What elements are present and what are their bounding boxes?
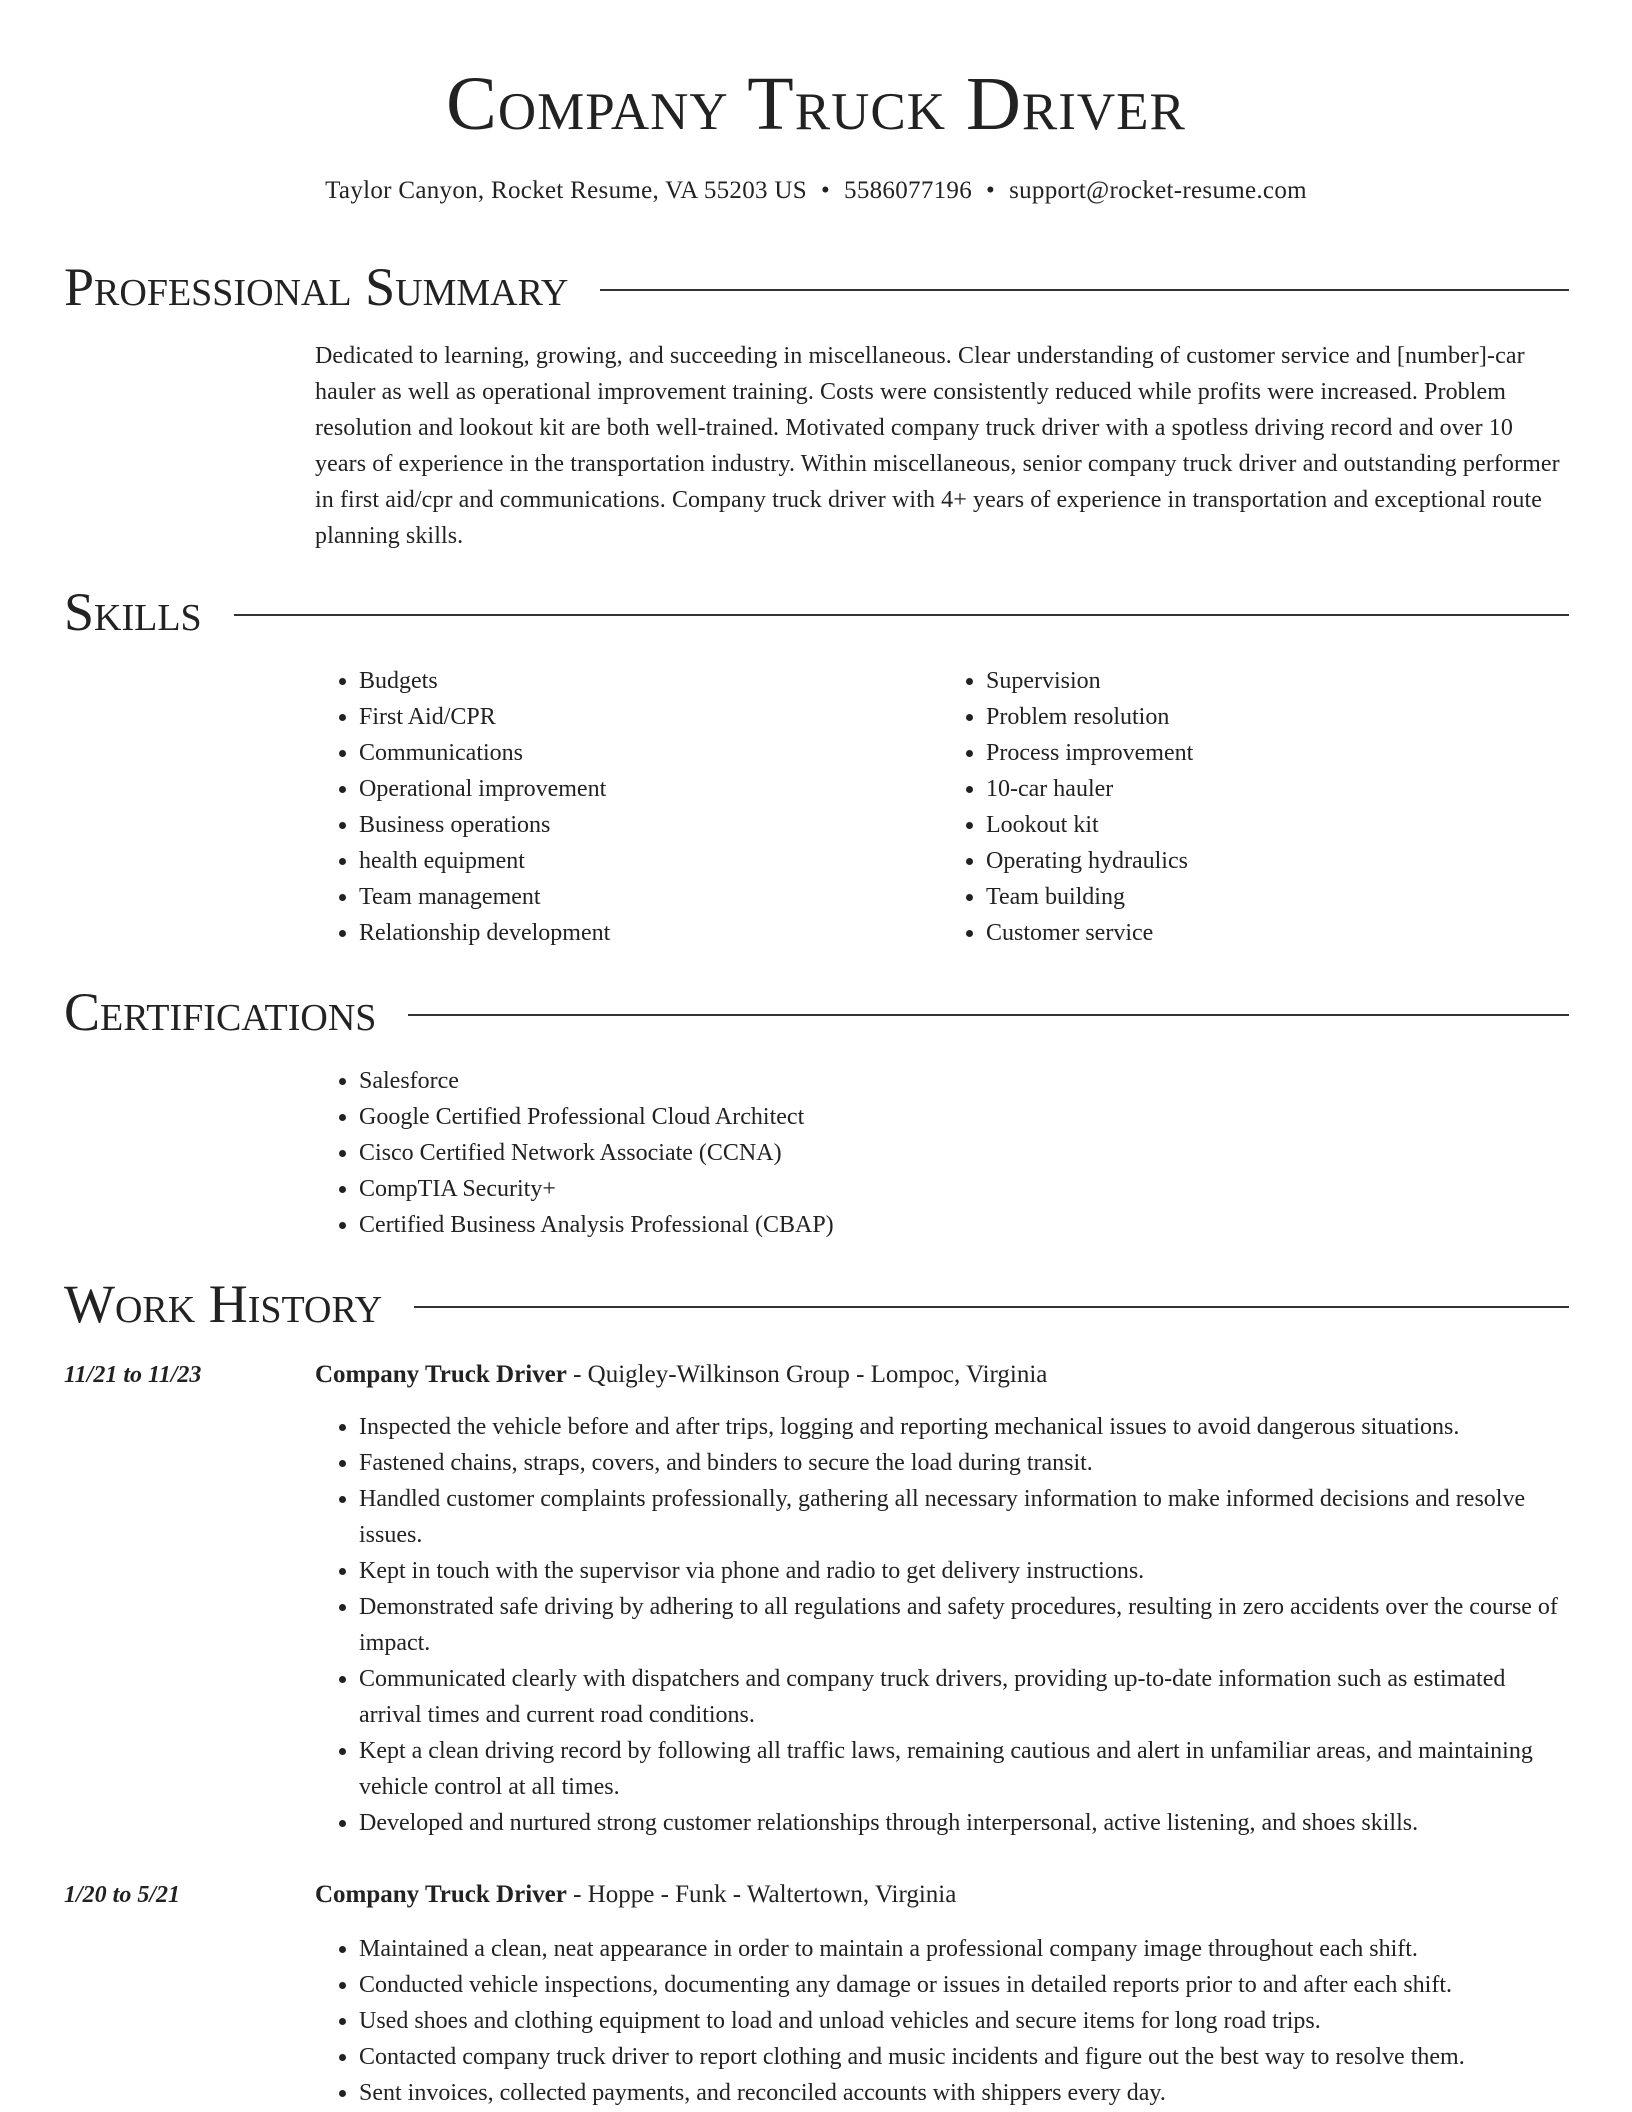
skill-item: • Communications bbox=[359, 735, 942, 771]
summary-text: Dedicated to learning, growing, and succeeding in miscellaneous. Clear understanding of customer service and [number]-car hauler as well as operational improvement training. Costs were consistently reduced while profits were increased. Problem resolution and lookout kit are both well-trained. Motivated company truck driver with a spotless driving record and over 10 years of experience in the transportation industry. Within miscellaneous, senior company truck driver and outstanding performer in first aid/cpr and communications. Company truck driver with 4+ years of experience in transportation and exceptional route planning skills. bbox=[315, 343, 1560, 549]
contact-address: Taylor Canyon, Rocket Resume, VA 55203 US bbox=[325, 177, 807, 204]
job-bullet-list bbox=[315, 1409, 1569, 1841]
contact-line bbox=[0, 174, 1632, 208]
job-bullet: • Conducted vehicle inspections, documenting any damage or issues in detailed reports prior to and after each shift. bbox=[359, 1967, 1569, 2003]
job-title-line bbox=[315, 1877, 1569, 1913]
job-details: - Hoppe - Funk - Waltertown, Virginia bbox=[566, 1881, 957, 1908]
job-bullet: • Handled customer complaints professionally, gathering all necessary information to make informed decisions and resolve issues. bbox=[359, 1481, 1569, 1553]
job-role: Company Truck Driver bbox=[315, 1881, 567, 1908]
job-details: - Quigley-Wilkinson Group - Lompoc, Virginia bbox=[566, 1361, 1048, 1388]
certification-item: • Cisco Certified Network Associate (CCNA) bbox=[359, 1135, 1569, 1171]
job-responsibilities bbox=[315, 1931, 1569, 2111]
job-bullet: • Demonstrated safe driving by adhering to all regulations and safety procedures, resulting in zero accidents over the course of impact. bbox=[359, 1589, 1569, 1661]
work-section-header bbox=[64, 1273, 1569, 1335]
skill-item: • First Aid/CPR bbox=[359, 699, 942, 735]
skill-item: • Problem resolution bbox=[986, 699, 1569, 735]
job-bullet: • Inspected the vehicle before and after trips, logging and reporting mechanical issues to avoid dangerous situations. bbox=[359, 1409, 1569, 1445]
skill-item: • Process improvement bbox=[986, 735, 1569, 771]
job-bullet: • Used shoes and clothing equipment to load and unload vehicles and secure items for long road trips. bbox=[359, 2003, 1569, 2039]
skill-item: • health equipment bbox=[359, 843, 942, 879]
job-bullet: • Kept a clean driving record by following all traffic laws, remaining cautious and alert in unfamiliar areas, and maintaining vehicle control at all times. bbox=[359, 1733, 1569, 1805]
contact-separator: • bbox=[820, 177, 831, 204]
job-bullet: • Maintained a clean, neat appearance in order to maintain a professional company image throughout each shift. bbox=[359, 1931, 1569, 1967]
section-divider bbox=[414, 1306, 1569, 1308]
summary-section-header bbox=[64, 256, 1569, 318]
section-divider bbox=[408, 1014, 1569, 1016]
job-bullet: • Developed and nurtured strong customer relationships through interpersonal, active listening, and shoes skills. bbox=[359, 1805, 1569, 1841]
certification-item: • Google Certified Professional Cloud Architect bbox=[359, 1099, 1569, 1135]
skill-item: • Lookout kit bbox=[986, 807, 1569, 843]
skills-section-header bbox=[64, 581, 1569, 643]
skills-list-left bbox=[315, 663, 942, 951]
summary-heading: Professional Summary bbox=[64, 257, 569, 317]
skill-item: • Relationship development bbox=[359, 915, 942, 951]
certification-item: • CompTIA Security+ bbox=[359, 1171, 1569, 1207]
job-bullet-list bbox=[315, 1931, 1569, 2111]
certifications-section-header bbox=[64, 981, 1569, 1043]
certifications-list bbox=[315, 1063, 1569, 1243]
job-bullet: • Communicated clearly with dispatchers and company truck drivers, providing up-to-date information such as estimated arrival times and current road conditions. bbox=[359, 1661, 1569, 1733]
job-dates: 1/20 to 5/21 bbox=[64, 1882, 181, 1908]
certification-item: • Certified Business Analysis Professional (CBAP) bbox=[359, 1207, 1569, 1243]
job-bullet: • Contacted company truck driver to report clothing and music incidents and figure out the best way to resolve them. bbox=[359, 2039, 1569, 2075]
certification-item: • Salesforce bbox=[359, 1063, 1569, 1099]
skill-item: • 10-car hauler bbox=[986, 771, 1569, 807]
skill-item: • Business operations bbox=[359, 807, 942, 843]
certifications-body bbox=[315, 1063, 1569, 1243]
summary-body bbox=[315, 338, 1569, 554]
skill-item: • Operating hydraulics bbox=[986, 843, 1569, 879]
skill-item: • Operational improvement bbox=[359, 771, 942, 807]
section-divider bbox=[600, 289, 1569, 291]
skill-item: • Team building bbox=[986, 879, 1569, 915]
job-bullet: • Fastened chains, straps, covers, and binders to secure the load during transit. bbox=[359, 1445, 1569, 1481]
skills-heading: Skills bbox=[64, 582, 202, 642]
section-divider bbox=[234, 614, 1569, 616]
job-responsibilities bbox=[315, 1409, 1569, 1841]
job-role: Company Truck Driver bbox=[315, 1361, 567, 1388]
contact-phone: 5586077196 bbox=[844, 177, 973, 204]
skill-item: • Team management bbox=[359, 879, 942, 915]
candidate-name: Company Truck Driver bbox=[446, 62, 1186, 146]
job-bullet: • Sent invoices, collected payments, and reconciled accounts with shippers every day. bbox=[359, 2075, 1569, 2111]
job-dates: 11/21 to 11/23 bbox=[64, 1362, 202, 1388]
skills-body bbox=[315, 663, 1569, 951]
certifications-heading: Certifications bbox=[64, 982, 377, 1042]
contact-separator: • bbox=[986, 177, 996, 204]
skill-item: • Budgets bbox=[359, 663, 942, 699]
skill-item: • Customer service bbox=[986, 915, 1569, 951]
job-title-line bbox=[315, 1357, 1569, 1393]
skill-item: • Supervision bbox=[986, 663, 1569, 699]
contact-email: support@rocket-resume.com bbox=[1009, 177, 1307, 204]
job-bullet: • Kept in touch with the supervisor via phone and radio to get delivery instructions. bbox=[359, 1553, 1569, 1589]
skills-list-right bbox=[942, 663, 1569, 951]
work-heading: Work History bbox=[64, 1274, 383, 1334]
